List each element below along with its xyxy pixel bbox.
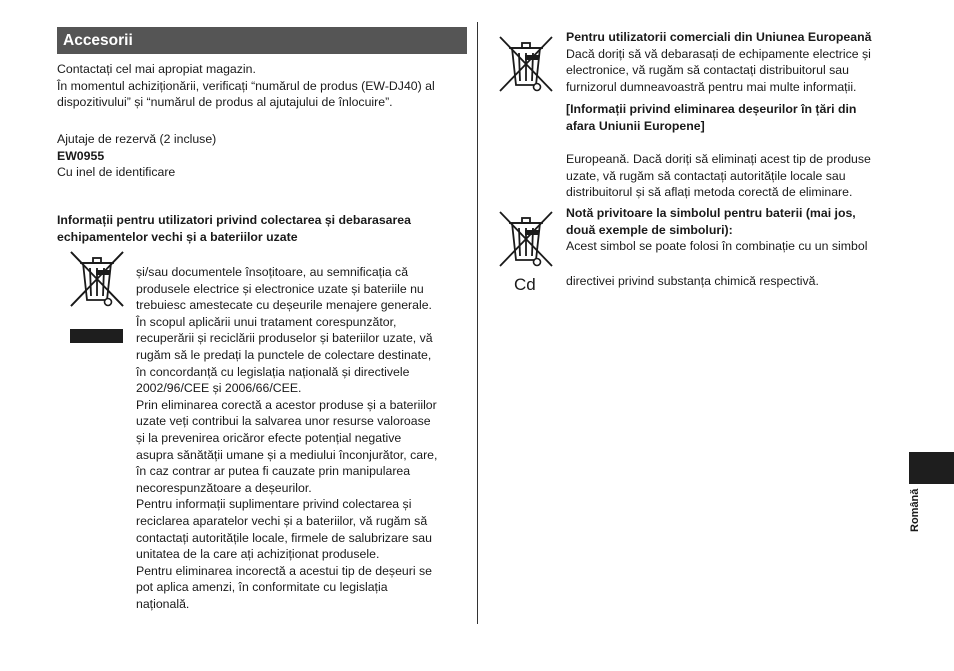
intro-text [57,61,435,111]
outside-eu-heading [566,101,856,134]
language-tab-marker [909,452,954,484]
body-line: pot aplica amenzi, în conformitate cu legislația [136,580,388,595]
body-line: recuperării și reciclării produselor și bateriilor uzate, vă [136,331,433,346]
intro-line: dispozitivului” și “numărul de produs al ajutajului de înlocuire”. [57,95,393,110]
body-line: națională. [136,596,190,611]
body-line: contactați autoritățile locale, firmele de salubrizare sau [136,530,432,545]
outside-eu-line: distribuitorul și să aflați metoda corectă de eliminare. [566,185,853,200]
body-line: produsele electrice și electronice uzate și bateriile nu [136,281,424,296]
business-heading: Pentru utilizatorii comerciali din Uniunea Europeană [566,30,872,44]
body-line: reciclarea aparatelor vechi și a bateriilor, vă rugăm să [136,513,428,528]
spare-parts-label: Ajutaje de rezervă (2 incluse) [57,132,217,146]
crossed-bin-icon [66,248,128,310]
crossed-bin-icon [495,33,557,95]
battery-heading-line: Notă privitoare la simbolul pentru baterii (mai jos, [566,206,856,220]
disposal-body [136,264,437,612]
business-users-block [566,29,871,95]
outside-eu-heading-line: afara Uniunii Europene] [566,118,705,133]
body-line: Pentru eliminarea incorectă a acestui tip de deșeuri se [136,563,432,578]
body-line: trebuiesc amestecate cu deșeurile menajere generale. [136,298,432,313]
battery-body-end: directivei privind substanța chimică respectivă. [566,274,819,288]
battery-heading-line: două exemple de simboluri): [566,222,733,237]
body-line: și la prevenirea oricăror efecte potențial negative [136,430,402,445]
body-line: în concordanță cu legislația națională și directivele [136,364,410,379]
body-line: necorespunzătoare a deșeurilor. [136,480,312,495]
body-line: Pentru informații suplimentare privind colectarea și [136,497,412,512]
body-line: În scopul aplicării unui tratament corespunzător, [136,314,397,329]
language-tab-label: Română [909,488,921,532]
spare-parts-block [57,131,216,181]
battery-note-block [566,205,867,255]
battery-body-line: Acest simbol se poate folosi în combinație cu un simbol [566,239,868,254]
spare-parts-code: EW0955 [57,148,105,163]
column-divider [477,22,478,624]
disposal-heading-line: Informații pentru utilizatori privind colectarea și debarasarea [57,213,411,227]
black-bar-symbol [70,329,123,343]
body-line: în caz contrar ar putea fi cauzate prin manipularea [136,464,411,479]
intro-line: În momentul achiziționării, verificați “numărul de produs (EW-DJ40) al [57,78,435,93]
spare-parts-note: Cu inel de identificare [57,165,176,180]
disposal-heading [57,212,411,245]
outside-eu-heading-line: [Informații privind eliminarea deșeurilor în țări din [566,102,857,116]
intro-line: Contactați cel mai apropiat magazin. [57,62,256,76]
body-line: unitatea de la care ați achiziționat produsele. [136,547,380,562]
section-title-accesorii: Accesorii [57,27,467,54]
business-line: furnizorul dumneavoastră pentru mai multe informații. [566,79,857,94]
body-line: Prin eliminarea corectă a acestor produse și a bateriilor [136,397,437,412]
outside-eu-line: uzate, vă rugăm să contactați autoritățile locale sau [566,168,846,183]
body-line: și/sau documentele însoțitoare, au semnificația că [136,265,409,279]
body-line: asupra sănătății umane și a mediului înconjurător, care, [136,447,438,462]
body-line: uzate veți contribui la salvarea unor resurse valoroase [136,414,431,429]
outside-eu-line: Europeană. Dacă doriți să eliminați acest tip de produse [566,152,871,166]
outside-eu-body [566,151,871,201]
business-line: Dacă doriți să vă debarasați de echipamente electrice și [566,46,871,61]
disposal-heading-line: echipamentelor vechi și a bateriilor uzate [57,229,298,244]
body-line: rugăm să le predați la punctele de colectare destinate, [136,347,432,362]
business-line: electronice, vă rugăm să contactați distribuitorul sau [566,63,849,78]
body-line: 2002/96/CEE și 2006/66/CEE. [136,381,302,396]
cd-symbol-label: Cd [514,275,536,294]
